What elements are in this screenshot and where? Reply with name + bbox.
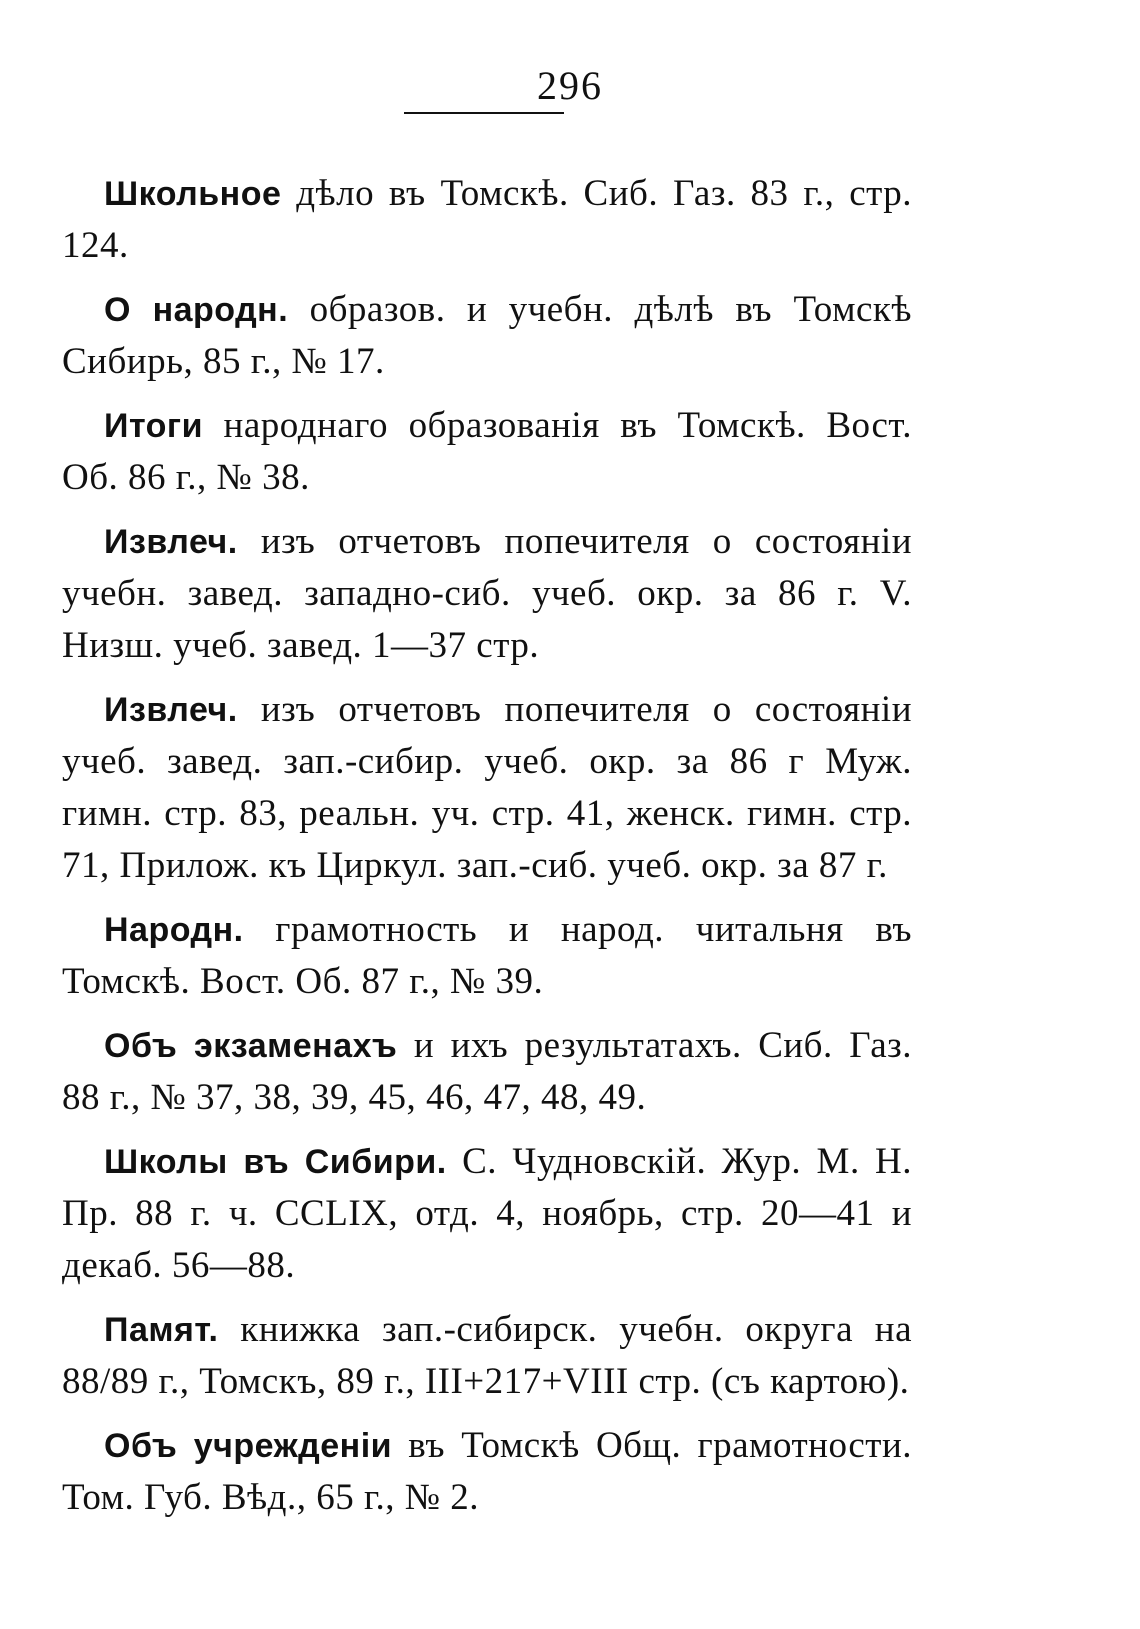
entry-text: книжка зап.-сибирск. учебн. округа на 88/89 г., Томскъ, 89 г., III+217+VIII стр. (съ картою). [62, 1309, 913, 1402]
entry-text: въ Томскѣ Общ. грамотности. Том. Губ. Вѣд., 65 г., № 2. [62, 1425, 913, 1518]
entry-text: изъ отчетовъ попечителя о состояніи учебн. завед. западно-сиб. учеб. окр. за 86 г. V. Низш. учеб. завед. 1—37 стр. [62, 521, 912, 666]
bibliography-entry [62, 168, 912, 272]
entry-text: и ихъ результатахъ. Сиб. Газ. 88 г., № 37, 38, 39, 45, 46, 47, 48, 49. [62, 1025, 912, 1118]
entry-lead: Школы въ Сибири. [104, 1143, 447, 1181]
bibliography-entry [62, 1420, 912, 1524]
entry-lead: Объ учрежденіи [104, 1427, 393, 1465]
entry-text: изъ отчетовъ попечителя о состояніи учеб. завед. зап.-сибир. учеб. окр. за 86 г Муж. гимн. стр. 83, реальн. уч. стр. 41, женск. гимн. стр. 71, Прилож. къ Циркул. зап.-сиб. учеб. окр. за 87 г. [62, 689, 912, 886]
page-number-rule [404, 112, 564, 114]
bibliography-entry [62, 400, 912, 504]
entry-lead: Памят. [104, 1311, 219, 1349]
entry-lead: Итоги [104, 407, 203, 445]
bibliography-entry [62, 1020, 912, 1124]
entry-text: грамотность и народ. читальня въ Томскѣ. Вост. Об. 87 г., № 39. [62, 909, 913, 1002]
bibliography-entry [62, 1304, 912, 1408]
entry-lead: Извлеч. [104, 523, 238, 561]
page-number: 296 [537, 63, 603, 108]
entry-text: дѣло въ Томскѣ. Сиб. Газ. 83 г., стр. 124. [62, 173, 913, 266]
entry-lead: Извлеч. [104, 691, 238, 729]
entry-text: народнаго образованія въ Томскѣ. Вост. Об. 86 г., № 38. [62, 405, 913, 498]
entry-lead: О народн. [104, 291, 289, 329]
bibliography-entry [62, 284, 912, 388]
entry-lead: Школьное [104, 175, 282, 213]
bibliography-entry [62, 516, 912, 672]
entry-text: С. Чудновскій. Жур. М. Н. Пр. 88 г. ч. CCLIX, отд. 4, ноябрь, стр. 20—41 и декаб. 56—88. [62, 1141, 913, 1286]
bibliography-entry [62, 684, 912, 892]
entry-lead: Объ экзаменахъ [104, 1027, 398, 1065]
bibliography-entry [62, 1136, 912, 1292]
entry-text: образов. и учебн. дѣлѣ въ Томскѣ Сибирь, 85 г., № 17. [62, 289, 912, 382]
entry-lead: Народн. [104, 911, 244, 949]
bibliography-list [62, 168, 912, 1536]
bibliography-entry [62, 904, 912, 1008]
